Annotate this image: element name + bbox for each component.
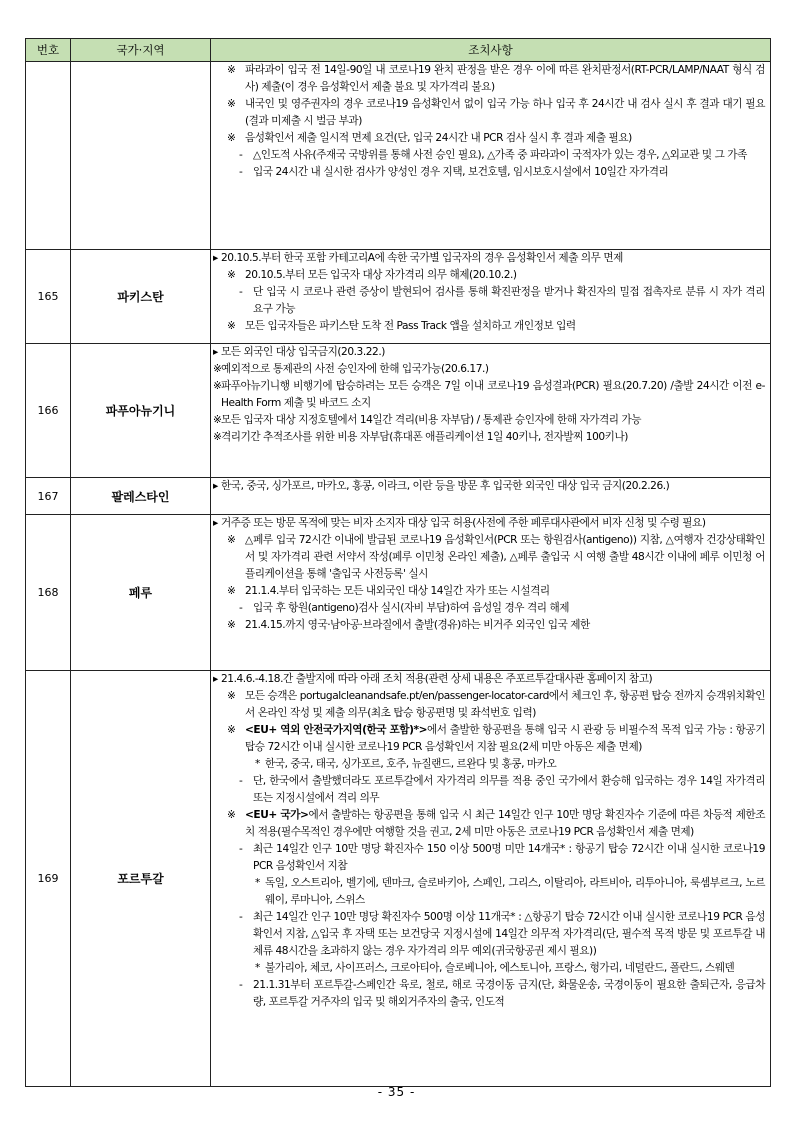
header-measures: 조치사항	[211, 39, 771, 62]
bullet-marker: ▸	[213, 480, 218, 492]
measure-item	[213, 773, 765, 807]
measure-text: 21.4.15.까지 영국·남아공·브라질에서 출발(경유)하는 비거주 외국인 입국 제한	[245, 619, 590, 631]
measure-text: 최근 14일간 인구 10만 명당 확진자수 500명 이상 11개국* : △항공기 탑승 72시간 이내 실시한 코로나19 PCR 음성확인서 지참, △입국 후 자택 또는 보건당국 지정시설에 14일간 의무적 자가격리(단, 필수적 목적 방문 및 포르투갈 내 체류 48시간을 초과하지 않는 경우 자가격리 의무 예외(귀국항공권 제시 필요))	[253, 911, 765, 957]
bullet-marker: *	[255, 758, 260, 770]
bullet-marker: ▸	[213, 252, 218, 264]
measure-text: 모든 입국자들은 파키스탄 도착 전 Pass Track 앱을 설치하고 개인정보 입력	[245, 320, 576, 332]
row-country: 파푸아뉴기니	[71, 344, 211, 478]
measure-item	[213, 909, 765, 960]
measure-text: 한국, 중국, 태국, 싱가포르, 호주, 뉴질랜드, 르완다 및 홍콩, 마카오	[265, 758, 557, 770]
measure-text: 음성확인서 제출 일시적 면제 요건(단, 입국 24시간 내 PCR 검사 실시 후 결과 제출 필요)	[245, 132, 632, 144]
measure-item	[213, 344, 765, 361]
measure-item	[213, 841, 765, 875]
bullet-marker: -	[239, 775, 243, 787]
measure-item	[213, 361, 765, 378]
measure-item	[213, 96, 765, 130]
measure-text: △페루 입국 72시간 이내에 발급된 코로나19 음성확인서(PCR 또는 항원검사(antigeno)) 지참, △여행자 건강상태확인서 및 자가격리 관련 서약서 작성(페루 이민청 온라인 제출), △페루 출입국 시 여행 출발 48시간 이내에 페루 이민청 어플리케이션을 통해 '출입국 사전등록' 실시	[245, 534, 765, 580]
measure-item	[213, 807, 765, 841]
measure-item	[213, 250, 765, 267]
measure-text: 입국 후 항원(antigeno)검사 실시(자비 부담)하여 음성일 경우 격리 해제	[253, 602, 570, 614]
measure-text: 모든 외국인 대상 입국금지(20.3.22.)	[221, 346, 385, 358]
bullet-marker: ※	[227, 320, 236, 332]
bullet-marker: ※	[227, 534, 236, 546]
table-header-row	[26, 39, 771, 62]
measure-text: 단 입국 시 코로나 관련 증상이 발현되어 검사를 통해 확진판정을 받거나 확진자의 밀접 접촉자로 분류 시 자가 격리 요구 가능	[253, 286, 765, 315]
row-number	[26, 62, 71, 250]
header-no: 번호	[26, 39, 71, 62]
measure-item	[213, 130, 765, 147]
measure-text: 내국인 및 영주권자의 경우 코로나19 음성확인서 없이 입국 가능 하나 입국 후 24시간 내 검사 실시 후 결과 대기 필요(결과 미제출 시 벌금 부과)	[245, 98, 765, 127]
row-measures	[211, 250, 771, 344]
bullet-marker: ※	[227, 585, 236, 597]
row-number: 166	[26, 344, 71, 478]
row-country: 팔레스타인	[71, 478, 211, 515]
measure-item	[213, 429, 765, 446]
bullet-marker: ▸	[213, 517, 218, 529]
bullet-marker: *	[255, 962, 260, 974]
row-country	[71, 62, 211, 250]
measure-text: 거주증 또는 방문 목적에 맞는 비자 소지자 대상 입국 허용(사전에 주한 페루대사관에서 비자 신청 및 수령 필요)	[221, 517, 706, 529]
bullet-marker: ※	[213, 414, 222, 426]
measure-item	[213, 318, 765, 335]
measure-item	[213, 617, 765, 634]
bullet-marker: -	[239, 843, 243, 855]
bullet-marker: ※	[227, 724, 236, 736]
measure-item	[213, 412, 765, 429]
bullet-marker: ※	[213, 363, 222, 375]
measure-text: 21.4.6.-4.18.간 출발지에 따라 아래 조치 적용(관련 상세 내용은 주포르투갈대사관 홈페이지 참고)	[221, 673, 653, 685]
measure-text: 독일, 오스트리아, 벨기에, 덴마크, 슬로바키아, 스페인, 그리스, 이탈리아, 라트비아, 리투아니아, 룩셈부르크, 노르웨이, 루마니아, 스위스	[265, 877, 765, 906]
row-number: 169	[26, 671, 71, 1087]
measure-item	[213, 960, 765, 977]
bullet-marker: ※	[227, 269, 236, 281]
page-number: - 35 -	[377, 1085, 416, 1099]
emphasis-text: <EU+ 역외 안전국가지역(한국 포함)*>	[245, 724, 427, 736]
measure-item	[213, 875, 765, 909]
row-country: 페루	[71, 515, 211, 671]
measure-text: 불가리아, 체코, 사이프러스, 크로아티아, 슬로베니아, 에스토니아, 프랑스, 헝가리, 네덜란드, 폴란드, 스웨덴	[265, 962, 735, 974]
measure-text: 모든 승객은 portugalcleanandsafe.pt/en/passenger-locator-card에서 체크인 후, 항공편 탑승 전까지 승객위치확인서 온라인 작성 및 제출 의무(최초 탑승 항공편명 및 좌석번호 입력)	[245, 690, 765, 719]
row-number: 168	[26, 515, 71, 671]
measures-table	[25, 38, 771, 1087]
table-row	[26, 515, 771, 671]
measure-text: 파푸아뉴기니행 비행기에 탑승하려는 모든 승객은 7일 이내 코로나19 음성결과(PCR) 필요(20.7.20) /출발 24시간 이전 e-Health Form 제출 및 바코드 소지	[221, 380, 765, 409]
bullet-marker: -	[239, 979, 243, 991]
bullet-marker: ※	[227, 98, 236, 110]
bullet-marker: -	[239, 166, 243, 178]
measure-item	[213, 284, 765, 318]
measure-item	[213, 977, 765, 1011]
measure-item	[213, 267, 765, 284]
measure-text: 격리기간 추적조사를 위한 비용 자부담(휴대폰 애플리케이션 1일 40키나, 전자발찌 100키나)	[221, 431, 628, 443]
row-measures	[211, 671, 771, 1087]
row-country: 파키스탄	[71, 250, 211, 344]
bullet-marker: ※	[227, 132, 236, 144]
measure-item	[213, 532, 765, 583]
row-measures	[211, 344, 771, 478]
measure-item	[213, 756, 765, 773]
measure-item	[213, 583, 765, 600]
bullet-marker: -	[239, 149, 243, 161]
measure-text: 입국 24시간 내 실시한 검사가 양성인 경우 지택, 보건호텔, 임시보호시설에서 10일간 자가격리	[253, 166, 669, 178]
row-country: 포르투갈	[71, 671, 211, 1087]
measure-item	[213, 378, 765, 412]
measure-text: 21.1.31부터 포르투갈-스페인간 육로, 철로, 해로 국경이동 금지(단, 화물운송, 국경이동이 필요한 출퇴근자, 응급차량, 포르투갈 거주자의 입국 및 해외거주자의 출국, 인도적	[253, 979, 765, 1008]
measure-text: 최근 14일간 인구 10만 명당 확진자수 150 이상 500명 미만 14개국* : 항공기 탑승 72시간 이내 실시한 코로나19 PCR 음성확인서 지참	[253, 843, 765, 872]
bullet-marker: -	[239, 911, 243, 923]
row-measures	[211, 515, 771, 671]
measure-item	[213, 688, 765, 722]
measure-text: 한국, 중국, 싱가포르, 마카오, 홍콩, 이라크, 이란 등을 방문 후 입국한 외국인 대상 입국 금지(20.2.26.)	[221, 480, 670, 492]
bullet-marker: ▸	[213, 673, 218, 685]
bullet-marker: ※	[227, 690, 236, 702]
measure-item	[213, 478, 765, 495]
measure-text: 에서 출발한 항공편을 통해 입국 시 관광 등 비필수적 목적 입국 가능 : 항공기 탑승 72시간 이내 실시한 코로나19 PCR 음성확인서 지참 필요(2세 미만 아동은 제출 면제)	[245, 724, 765, 753]
table-row	[26, 478, 771, 515]
bullet-marker: ※	[213, 431, 222, 443]
bullet-marker: ※	[227, 809, 236, 821]
measure-text: 20.10.5.부터 한국 포함 카테고리A에 속한 국가별 입국자의 경우 음성확인서 제출 의무 면제	[221, 252, 623, 264]
measure-item	[213, 62, 765, 96]
table-row	[26, 344, 771, 478]
measure-text: 단, 한국에서 출발했더라도 포르투갈에서 자가격리 의무를 적용 중인 국가에서 환승해 입국하는 경우 14일 자가격리 또는 지정시설에서 격리 의무	[253, 775, 765, 804]
measure-item	[213, 722, 765, 756]
table-row	[26, 671, 771, 1087]
row-measures	[211, 62, 771, 250]
table-row	[26, 250, 771, 344]
measure-text: 예외적으로 통제관의 사전 승인자에 한해 입국가능(20.6.17.)	[221, 363, 489, 375]
row-number: 167	[26, 478, 71, 515]
bullet-marker: ※	[227, 64, 236, 76]
bullet-marker: *	[255, 877, 260, 889]
measure-text: 20.10.5.부터 모든 입국자 대상 자가격리 의무 해제(20.10.2.)	[245, 269, 517, 281]
bullet-marker: -	[239, 286, 243, 298]
table-row	[26, 62, 771, 250]
bullet-marker: ※	[213, 380, 222, 392]
measure-item	[213, 164, 765, 181]
measure-item	[213, 600, 765, 617]
measure-item	[213, 515, 765, 532]
measure-item	[213, 671, 765, 688]
measure-text: 모든 입국자 대상 지정호텔에서 14일간 격리(비용 자부담) / 통제관 승인자에 한해 자가격리 가능	[221, 414, 642, 426]
bullet-marker: ※	[227, 619, 236, 631]
measure-text: 에서 출발하는 항공편을 통해 입국 시 최근 14일간 인구 10만 명당 확진자수 기준에 따른 차등적 제한조치 적용(필수목적인 경우에만 여행할 것을 권고, 2세 미만 아동은 코로나19 PCR 음성확인서 제출 면제)	[245, 809, 765, 838]
header-country: 국가·지역	[71, 39, 211, 62]
row-number: 165	[26, 250, 71, 344]
bullet-marker: ▸	[213, 346, 218, 358]
measure-text: △인도적 사유(주재국 국방위를 통해 사전 승인 필요), △가족 중 파라과이 국적자가 있는 경우, △외교관 및 그 가족	[253, 149, 747, 161]
emphasis-text: <EU+ 국가>	[245, 809, 309, 821]
bullet-marker: -	[239, 602, 243, 614]
measure-text: 21.1.4.부터 입국하는 모든 내외국인 대상 14일간 자가 또는 시설격리	[245, 585, 550, 597]
measure-item	[213, 147, 765, 164]
row-measures	[211, 478, 771, 515]
measure-text: 파라과이 입국 전 14일-90일 내 코로나19 완치 판정을 받은 경우 이에 따른 완치판정서(RT-PCR/LAMP/NAAT 형식 검사) 제출(이 경우 음성확인서 제출 불요 및 자가격리 불요)	[245, 64, 765, 93]
